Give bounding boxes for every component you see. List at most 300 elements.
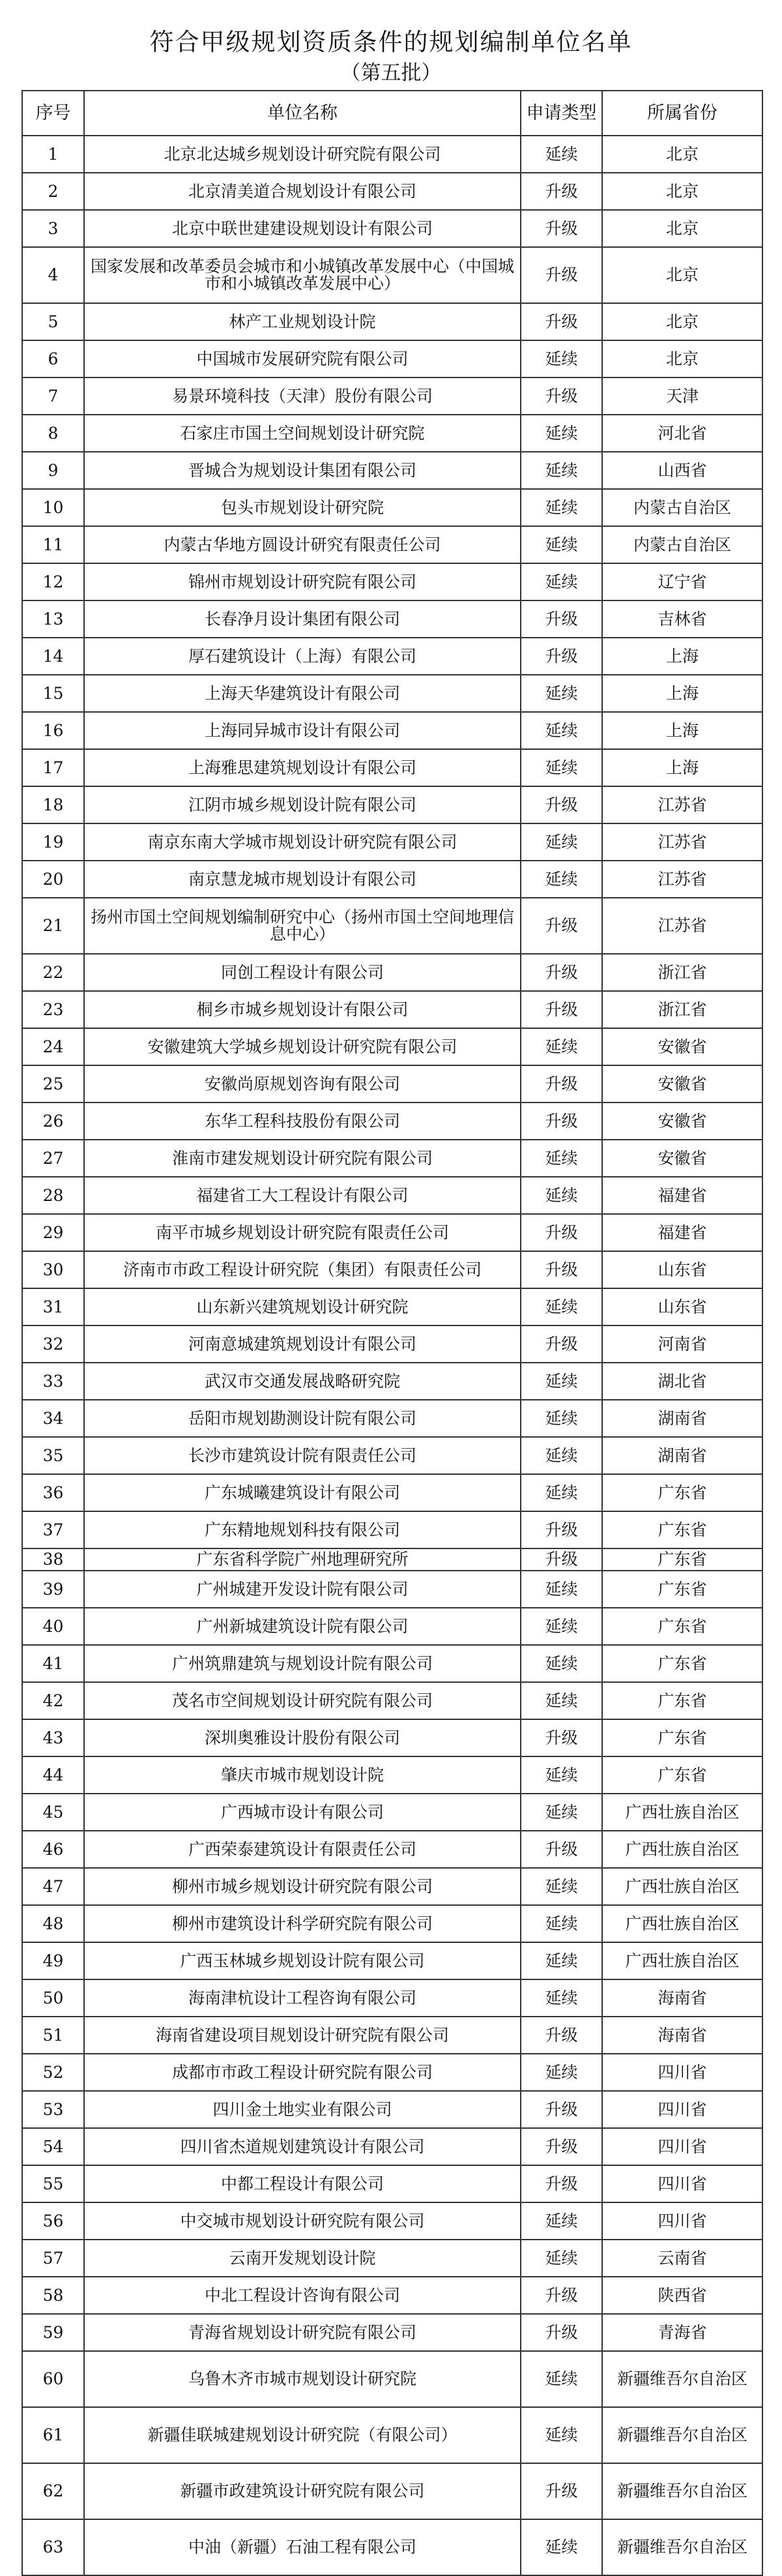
table-row [22, 526, 762, 563]
cell-unit-name: 中油（新疆）石油工程有限公司 [84, 2519, 521, 2575]
table-row [22, 2054, 762, 2091]
cell-application-type: 延续 [521, 1474, 602, 1511]
cell-province: 广西壮族自治区 [602, 1905, 762, 1942]
cell-application-type: 升级 [521, 600, 602, 638]
table-row [22, 1548, 762, 1571]
cell-unit-name: 青海省规划设计研究院有限公司 [84, 2314, 521, 2351]
cell-unit-name: 中交城市规划设计研究院有限公司 [84, 2202, 521, 2240]
cell-unit-name: 北京中联世建建设规划设计有限公司 [84, 210, 521, 247]
cell-unit-name: 广西荣泰建筑设计有限责任公司 [84, 1831, 521, 1868]
cell-application-type: 升级 [521, 2128, 602, 2165]
cell-application-type: 延续 [521, 1028, 602, 1065]
cell-unit-name: 柳州市城乡规划设计研究院有限公司 [84, 1868, 521, 1905]
table-row [22, 340, 762, 378]
table-row [22, 2277, 762, 2314]
cell-application-type: 延续 [521, 749, 602, 786]
cell-province: 新疆维吾尔自治区 [602, 2463, 762, 2519]
cell-serial-number: 48 [22, 1905, 84, 1942]
cell-province: 北京 [602, 340, 762, 378]
cell-serial-number: 54 [22, 2128, 84, 2165]
table-header-row [22, 91, 762, 136]
table-row [22, 786, 762, 823]
cell-application-type: 升级 [521, 991, 602, 1028]
table-row [22, 2240, 762, 2277]
cell-application-type: 升级 [521, 1251, 602, 1288]
cell-province: 广西壮族自治区 [602, 1868, 762, 1905]
table-row [22, 1942, 762, 1979]
cell-unit-name: 广东省科学院广州地理研究所 [84, 1548, 521, 1571]
cell-application-type: 升级 [521, 1325, 602, 1363]
cell-province: 江苏省 [602, 861, 762, 898]
cell-unit-name: 国家发展和改革委员会城市和小城镇改革发展中心（中国城市和小城镇改革发展中心） [84, 247, 521, 303]
unit-list-table [22, 90, 763, 2576]
cell-serial-number: 46 [22, 1831, 84, 1868]
cell-province: 北京 [602, 303, 762, 340]
cell-province: 湖北省 [602, 1363, 762, 1400]
cell-application-type: 延续 [521, 1437, 602, 1474]
table-row [22, 749, 762, 786]
cell-province: 广东省 [602, 1682, 762, 1719]
cell-application-type: 延续 [521, 1942, 602, 1979]
cell-province: 广东省 [602, 1756, 762, 1794]
table-row [22, 173, 762, 210]
cell-application-type: 延续 [521, 1868, 602, 1905]
cell-application-type: 延续 [521, 1645, 602, 1682]
cell-application-type: 延续 [521, 1979, 602, 2017]
cell-unit-name: 广州筑鼎建筑与规划设计院有限公司 [84, 1645, 521, 1682]
cell-application-type: 升级 [521, 1103, 602, 1140]
table-row [22, 1251, 762, 1288]
cell-unit-name: 武汉市交通发展战略研究院 [84, 1363, 521, 1400]
table-row [22, 898, 762, 954]
cell-serial-number: 37 [22, 1511, 84, 1548]
cell-province: 湖南省 [602, 1437, 762, 1474]
table-row [22, 452, 762, 489]
cell-application-type: 升级 [521, 1065, 602, 1103]
cell-application-type: 升级 [521, 2277, 602, 2314]
cell-unit-name: 山东新兴建筑规划设计研究院 [84, 1288, 521, 1325]
cell-application-type: 延续 [521, 1608, 602, 1645]
cell-serial-number: 40 [22, 1608, 84, 1645]
cell-unit-name: 上海天华建筑设计有限公司 [84, 675, 521, 712]
cell-province: 浙江省 [602, 954, 762, 991]
table-row [22, 1756, 762, 1794]
cell-unit-name: 柳州市建筑设计科学研究院有限公司 [84, 1905, 521, 1942]
table-row [22, 1103, 762, 1140]
cell-province: 北京 [602, 247, 762, 303]
cell-serial-number: 45 [22, 1794, 84, 1831]
cell-serial-number: 50 [22, 1979, 84, 2017]
cell-unit-name: 中国城市发展研究院有限公司 [84, 340, 521, 378]
cell-province: 广东省 [602, 1474, 762, 1511]
cell-province: 上海 [602, 675, 762, 712]
cell-application-type: 延续 [521, 452, 602, 489]
cell-province: 安徽省 [602, 1140, 762, 1177]
cell-province: 陕西省 [602, 2277, 762, 2314]
cell-unit-name: 南平市城乡规划设计研究院有限责任公司 [84, 1214, 521, 1251]
header-unit-name: 单位名称 [84, 91, 521, 136]
table-row [22, 489, 762, 526]
cell-unit-name: 安徽尚原规划咨询有限公司 [84, 1065, 521, 1103]
cell-province: 四川省 [602, 2091, 762, 2128]
cell-application-type: 延续 [521, 526, 602, 563]
cell-unit-name: 中都工程设计有限公司 [84, 2165, 521, 2202]
cell-province: 福建省 [602, 1177, 762, 1214]
cell-application-type: 升级 [521, 1214, 602, 1251]
cell-application-type: 延续 [521, 340, 602, 378]
cell-unit-name: 北京北达城乡规划设计研究院有限公司 [84, 136, 521, 173]
cell-application-type: 延续 [521, 1682, 602, 1719]
cell-province: 安徽省 [602, 1028, 762, 1065]
table-row [22, 2463, 762, 2519]
cell-unit-name: 淮南市建发规划设计研究院有限公司 [84, 1140, 521, 1177]
table-row [22, 1682, 762, 1719]
cell-province: 海南省 [602, 1979, 762, 2017]
cell-application-type: 升级 [521, 247, 602, 303]
table-row [22, 991, 762, 1028]
cell-serial-number: 5 [22, 303, 84, 340]
cell-unit-name: 四川金土地实业有限公司 [84, 2091, 521, 2128]
table-row [22, 954, 762, 991]
cell-serial-number: 63 [22, 2519, 84, 2575]
cell-serial-number: 12 [22, 563, 84, 600]
table-row [22, 1028, 762, 1065]
cell-serial-number: 60 [22, 2351, 84, 2407]
cell-application-type: 延续 [521, 861, 602, 898]
cell-serial-number: 11 [22, 526, 84, 563]
cell-province: 青海省 [602, 2314, 762, 2351]
table-row [22, 638, 762, 675]
cell-serial-number: 52 [22, 2054, 84, 2091]
cell-serial-number: 7 [22, 378, 84, 415]
table-row [22, 1288, 762, 1325]
cell-unit-name: 石家庄市国土空间规划设计研究院 [84, 415, 521, 452]
cell-province: 四川省 [602, 2054, 762, 2091]
cell-application-type: 延续 [521, 1571, 602, 1608]
cell-serial-number: 21 [22, 898, 84, 954]
cell-serial-number: 10 [22, 489, 84, 526]
cell-province: 北京 [602, 136, 762, 173]
cell-application-type: 延续 [521, 136, 602, 173]
cell-province: 广西壮族自治区 [602, 1831, 762, 1868]
cell-province: 北京 [602, 210, 762, 247]
table-row [22, 1831, 762, 1868]
cell-province: 新疆维吾尔自治区 [602, 2407, 762, 2463]
cell-unit-name: 乌鲁木齐市城市规划设计研究院 [84, 2351, 521, 2407]
cell-serial-number: 28 [22, 1177, 84, 1214]
table-body [22, 136, 762, 2575]
table-row [22, 2519, 762, 2575]
cell-application-type: 升级 [521, 1511, 602, 1548]
cell-serial-number: 38 [22, 1548, 84, 1571]
cell-province: 新疆维吾尔自治区 [602, 2519, 762, 2575]
cell-unit-name: 桐乡市城乡规划设计有限公司 [84, 991, 521, 1028]
cell-unit-name: 晋城合为规划设计集团有限公司 [84, 452, 521, 489]
cell-serial-number: 53 [22, 2091, 84, 2128]
cell-serial-number: 29 [22, 1214, 84, 1251]
table-row [22, 2314, 762, 2351]
cell-application-type: 延续 [521, 2407, 602, 2463]
table-row [22, 2017, 762, 2054]
cell-application-type: 升级 [521, 1831, 602, 1868]
cell-application-type: 升级 [521, 786, 602, 823]
cell-province: 广东省 [602, 1608, 762, 1645]
table-row [22, 2165, 762, 2202]
cell-province: 吉林省 [602, 600, 762, 638]
cell-serial-number: 17 [22, 749, 84, 786]
table-row [22, 2128, 762, 2165]
table-row [22, 1325, 762, 1363]
cell-unit-name: 广西玉林城乡规划设计院有限公司 [84, 1942, 521, 1979]
table-row [22, 823, 762, 861]
cell-province: 四川省 [602, 2165, 762, 2202]
cell-serial-number: 62 [22, 2463, 84, 2519]
cell-serial-number: 8 [22, 415, 84, 452]
cell-application-type: 延续 [521, 1288, 602, 1325]
table-row [22, 1511, 762, 1548]
cell-unit-name: 新疆佳联城建规划设计研究院（有限公司） [84, 2407, 521, 2463]
cell-application-type: 升级 [521, 378, 602, 415]
cell-serial-number: 59 [22, 2314, 84, 2351]
cell-province: 广东省 [602, 1571, 762, 1608]
table-row [22, 1065, 762, 1103]
cell-serial-number: 19 [22, 823, 84, 861]
cell-serial-number: 18 [22, 786, 84, 823]
cell-unit-name: 易景环境科技（天津）股份有限公司 [84, 378, 521, 415]
cell-serial-number: 4 [22, 247, 84, 303]
table-row [22, 1719, 762, 1756]
cell-serial-number: 1 [22, 136, 84, 173]
cell-unit-name: 茂名市空间规划设计研究院有限公司 [84, 1682, 521, 1719]
cell-serial-number: 27 [22, 1140, 84, 1177]
cell-application-type: 延续 [521, 1363, 602, 1400]
cell-unit-name: 云南开发规划设计院 [84, 2240, 521, 2277]
cell-province: 江苏省 [602, 898, 762, 954]
cell-unit-name: 福建省工大工程设计有限公司 [84, 1177, 521, 1214]
cell-province: 山东省 [602, 1251, 762, 1288]
cell-unit-name: 扬州市国土空间规划编制研究中心（扬州市国土空间地理信息中心） [84, 898, 521, 954]
cell-unit-name: 济南市市政工程设计研究院（集团）有限责任公司 [84, 1251, 521, 1288]
cell-unit-name: 广东城曦建筑设计有限公司 [84, 1474, 521, 1511]
cell-serial-number: 24 [22, 1028, 84, 1065]
cell-application-type: 延续 [521, 2351, 602, 2407]
cell-application-type: 升级 [521, 2165, 602, 2202]
cell-serial-number: 57 [22, 2240, 84, 2277]
table-row [22, 861, 762, 898]
cell-serial-number: 9 [22, 452, 84, 489]
cell-serial-number: 32 [22, 1325, 84, 1363]
table-row [22, 1400, 762, 1437]
cell-province: 上海 [602, 712, 762, 749]
cell-province: 辽宁省 [602, 563, 762, 600]
cell-serial-number: 13 [22, 600, 84, 638]
cell-application-type: 延续 [521, 489, 602, 526]
table-row [22, 210, 762, 247]
cell-application-type: 升级 [521, 954, 602, 991]
cell-serial-number: 35 [22, 1437, 84, 1474]
cell-unit-name: 深圳奥雅设计股份有限公司 [84, 1719, 521, 1756]
table-row [22, 1474, 762, 1511]
cell-unit-name: 上海同异城市设计有限公司 [84, 712, 521, 749]
table-row [22, 600, 762, 638]
cell-application-type: 延续 [521, 415, 602, 452]
table-row [22, 2202, 762, 2240]
cell-province: 广东省 [602, 1645, 762, 1682]
cell-serial-number: 30 [22, 1251, 84, 1288]
table-row [22, 1437, 762, 1474]
cell-serial-number: 22 [22, 954, 84, 991]
cell-province: 河南省 [602, 1325, 762, 1363]
cell-unit-name: 中北工程设计咨询有限公司 [84, 2277, 521, 2314]
cell-application-type: 延续 [521, 2202, 602, 2240]
header-serial-number: 序号 [22, 91, 84, 136]
header-application-type: 申请类型 [521, 91, 602, 136]
cell-province: 广东省 [602, 1511, 762, 1548]
cell-application-type: 延续 [521, 1140, 602, 1177]
cell-province: 山西省 [602, 452, 762, 489]
cell-province: 北京 [602, 173, 762, 210]
cell-unit-name: 厚石建筑设计（上海）有限公司 [84, 638, 521, 675]
cell-serial-number: 16 [22, 712, 84, 749]
cell-unit-name: 锦州市规划设计研究院有限公司 [84, 563, 521, 600]
cell-unit-name: 安徽建筑大学城乡规划设计研究院有限公司 [84, 1028, 521, 1065]
cell-unit-name: 北京清美道合规划设计有限公司 [84, 173, 521, 210]
cell-serial-number: 20 [22, 861, 84, 898]
document-subtitle: （第五批） [340, 61, 442, 85]
cell-serial-number: 3 [22, 210, 84, 247]
cell-province: 安徽省 [602, 1103, 762, 1140]
cell-application-type: 延续 [521, 1794, 602, 1831]
table-row [22, 675, 762, 712]
cell-unit-name: 岳阳市规划勘测设计院有限公司 [84, 1400, 521, 1437]
table-row [22, 415, 762, 452]
cell-serial-number: 51 [22, 2017, 84, 2054]
cell-province: 广东省 [602, 1719, 762, 1756]
cell-province: 广东省 [602, 1548, 762, 1571]
cell-application-type: 升级 [521, 210, 602, 247]
cell-unit-name: 长沙市建筑设计院有限责任公司 [84, 1437, 521, 1474]
cell-application-type: 延续 [521, 712, 602, 749]
table-row [22, 2091, 762, 2128]
table-row [22, 1868, 762, 1905]
table-row [22, 1214, 762, 1251]
cell-province: 上海 [602, 749, 762, 786]
cell-application-type: 升级 [521, 638, 602, 675]
table-row [22, 1571, 762, 1608]
cell-serial-number: 14 [22, 638, 84, 675]
cell-application-type: 延续 [521, 1905, 602, 1942]
cell-unit-name: 广州城建开发设计院有限公司 [84, 1571, 521, 1608]
cell-application-type: 延续 [521, 823, 602, 861]
cell-unit-name: 江阴市城乡规划设计院有限公司 [84, 786, 521, 823]
cell-serial-number: 44 [22, 1756, 84, 1794]
cell-unit-name: 成都市市政工程设计研究院有限公司 [84, 2054, 521, 2091]
table-row [22, 1363, 762, 1400]
cell-serial-number: 31 [22, 1288, 84, 1325]
cell-application-type: 升级 [521, 303, 602, 340]
cell-application-type: 升级 [521, 2314, 602, 2351]
cell-unit-name: 同创工程设计有限公司 [84, 954, 521, 991]
cell-serial-number: 41 [22, 1645, 84, 1682]
cell-application-type: 延续 [521, 675, 602, 712]
cell-serial-number: 56 [22, 2202, 84, 2240]
cell-unit-name: 广西城市设计有限公司 [84, 1794, 521, 1831]
cell-province: 四川省 [602, 2128, 762, 2165]
cell-application-type: 延续 [521, 1177, 602, 1214]
cell-province: 浙江省 [602, 991, 762, 1028]
cell-serial-number: 15 [22, 675, 84, 712]
cell-serial-number: 26 [22, 1103, 84, 1140]
table-row [22, 1905, 762, 1942]
table-row [22, 1608, 762, 1645]
table-row [22, 2351, 762, 2407]
table-row [22, 1177, 762, 1214]
cell-serial-number: 58 [22, 2277, 84, 2314]
cell-application-type: 延续 [521, 2240, 602, 2277]
cell-province: 内蒙古自治区 [602, 489, 762, 526]
cell-province: 上海 [602, 638, 762, 675]
cell-serial-number: 6 [22, 340, 84, 378]
table-row [22, 378, 762, 415]
cell-application-type: 升级 [521, 2463, 602, 2519]
cell-unit-name: 上海雅思建筑规划设计有限公司 [84, 749, 521, 786]
cell-province: 江苏省 [602, 786, 762, 823]
cell-application-type: 延续 [521, 1400, 602, 1437]
table-row [22, 2407, 762, 2463]
cell-serial-number: 36 [22, 1474, 84, 1511]
cell-unit-name: 广东精地规划科技有限公司 [84, 1511, 521, 1548]
cell-application-type: 升级 [521, 898, 602, 954]
cell-unit-name: 新疆市政建筑设计研究院有限公司 [84, 2463, 521, 2519]
table-row [22, 1979, 762, 2017]
cell-serial-number: 33 [22, 1363, 84, 1400]
table-row [22, 247, 762, 303]
cell-unit-name: 长春净月设计集团有限公司 [84, 600, 521, 638]
cell-unit-name: 海南省建设项目规划设计研究院有限公司 [84, 2017, 521, 2054]
cell-application-type: 升级 [521, 2017, 602, 2054]
cell-serial-number: 47 [22, 1868, 84, 1905]
cell-province: 湖南省 [602, 1400, 762, 1437]
cell-unit-name: 河南意城建筑规划设计有限公司 [84, 1325, 521, 1363]
cell-province: 福建省 [602, 1214, 762, 1251]
cell-serial-number: 42 [22, 1682, 84, 1719]
cell-province: 河北省 [602, 415, 762, 452]
cell-unit-name: 海南津杭设计工程咨询有限公司 [84, 1979, 521, 2017]
table-row [22, 1794, 762, 1831]
cell-unit-name: 南京东南大学城市规划设计研究院有限公司 [84, 823, 521, 861]
cell-unit-name: 内蒙古华地方圆设计研究有限责任公司 [84, 526, 521, 563]
table-row [22, 303, 762, 340]
cell-province: 天津 [602, 378, 762, 415]
cell-unit-name: 南京慧龙城市规划设计有限公司 [84, 861, 521, 898]
cell-province: 四川省 [602, 2202, 762, 2240]
cell-province: 安徽省 [602, 1065, 762, 1103]
cell-unit-name: 四川省杰道规划建筑设计有限公司 [84, 2128, 521, 2165]
cell-application-type: 延续 [521, 1756, 602, 1794]
cell-serial-number: 61 [22, 2407, 84, 2463]
cell-serial-number: 2 [22, 173, 84, 210]
cell-province: 海南省 [602, 2017, 762, 2054]
cell-serial-number: 34 [22, 1400, 84, 1437]
cell-province: 山东省 [602, 1288, 762, 1325]
cell-serial-number: 49 [22, 1942, 84, 1979]
table-row [22, 712, 762, 749]
cell-application-type: 升级 [521, 2091, 602, 2128]
cell-unit-name: 东华工程科技股份有限公司 [84, 1103, 521, 1140]
cell-province: 新疆维吾尔自治区 [602, 2351, 762, 2407]
cell-serial-number: 55 [22, 2165, 84, 2202]
cell-application-type: 升级 [521, 173, 602, 210]
